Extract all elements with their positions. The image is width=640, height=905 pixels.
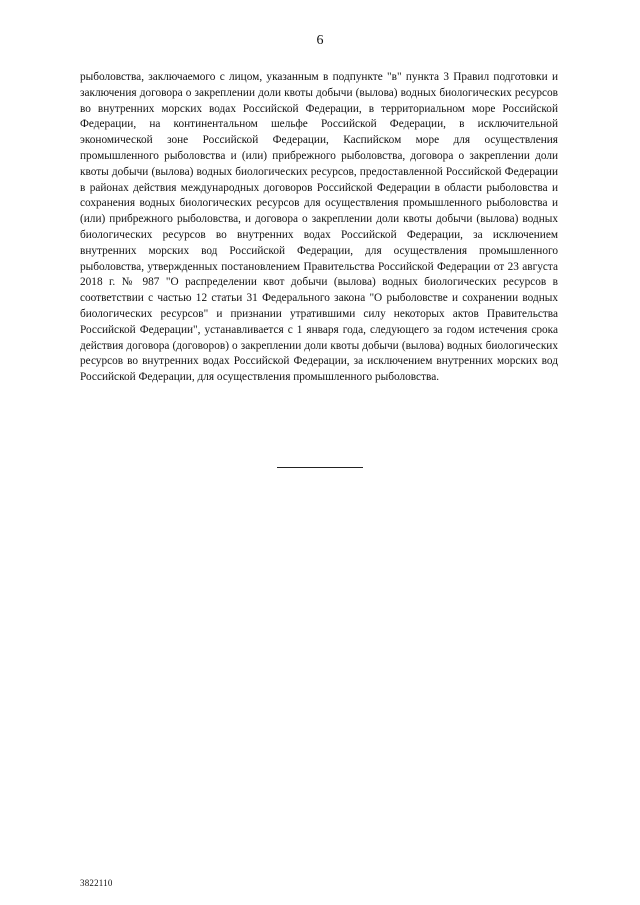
end-divider [277,467,363,468]
document-code: 3822110 [80,878,113,888]
page-number: 6 [316,33,324,48]
body-paragraph: рыболовства, заключаемого с лицом, указанным в подпункте "в" пункта 3 Правил подготовки и заключения договора о закреплении доли квоты добычи (вылова) водных биологических ресурсов во внутренних морских водах Российской Федерации, в территориальном море Российской Федерации, на континентальном шельфе Российской Федерации, в исключительной экономической зоне Российской Федерации, Каспийском море для осуществления промышленного рыболовства и (или) прибрежного рыболовства, договора о закреплении доли квоты добычи (вылова) водных биологических ресурсов, предоставленной Российской Федерации в районах действия международных договоров Российской Федерации в области рыболовства и сохранения водных биологических ресурсов для осуществления промышленного рыболовства и (или) прибрежного рыболовства, и договора о закреплении доли квоты добычи (вылова) водных биологических ресурсов во внутренних водах Российской Федерации, за исключением внутренних морских вод Российской Федерации, для осуществления промышленного рыболовства, утвержденных постановлением Правительства Российской Федерации от 23 августа 2018 г. № 987 "О распределении квот добычи (вылова) водных биологических ресурсов в соответствии с частью 12 статьи 31 Федерального закона "О рыболовстве и сохранении водных биологических ресурсов" и признании утратившими силу некоторых актов Правительства Российской Федерации", устанавливается с 1 января года, следующего за годом истечения срока действия договора (договоров) о закреплении доли квоты добычи (вылова) водных биологических ресурсов во внутренних водах Российской Федерации, за исключением внутренних морских вод Российской Федерации, для осуществления промышленного рыболовства. [80,71,558,384]
